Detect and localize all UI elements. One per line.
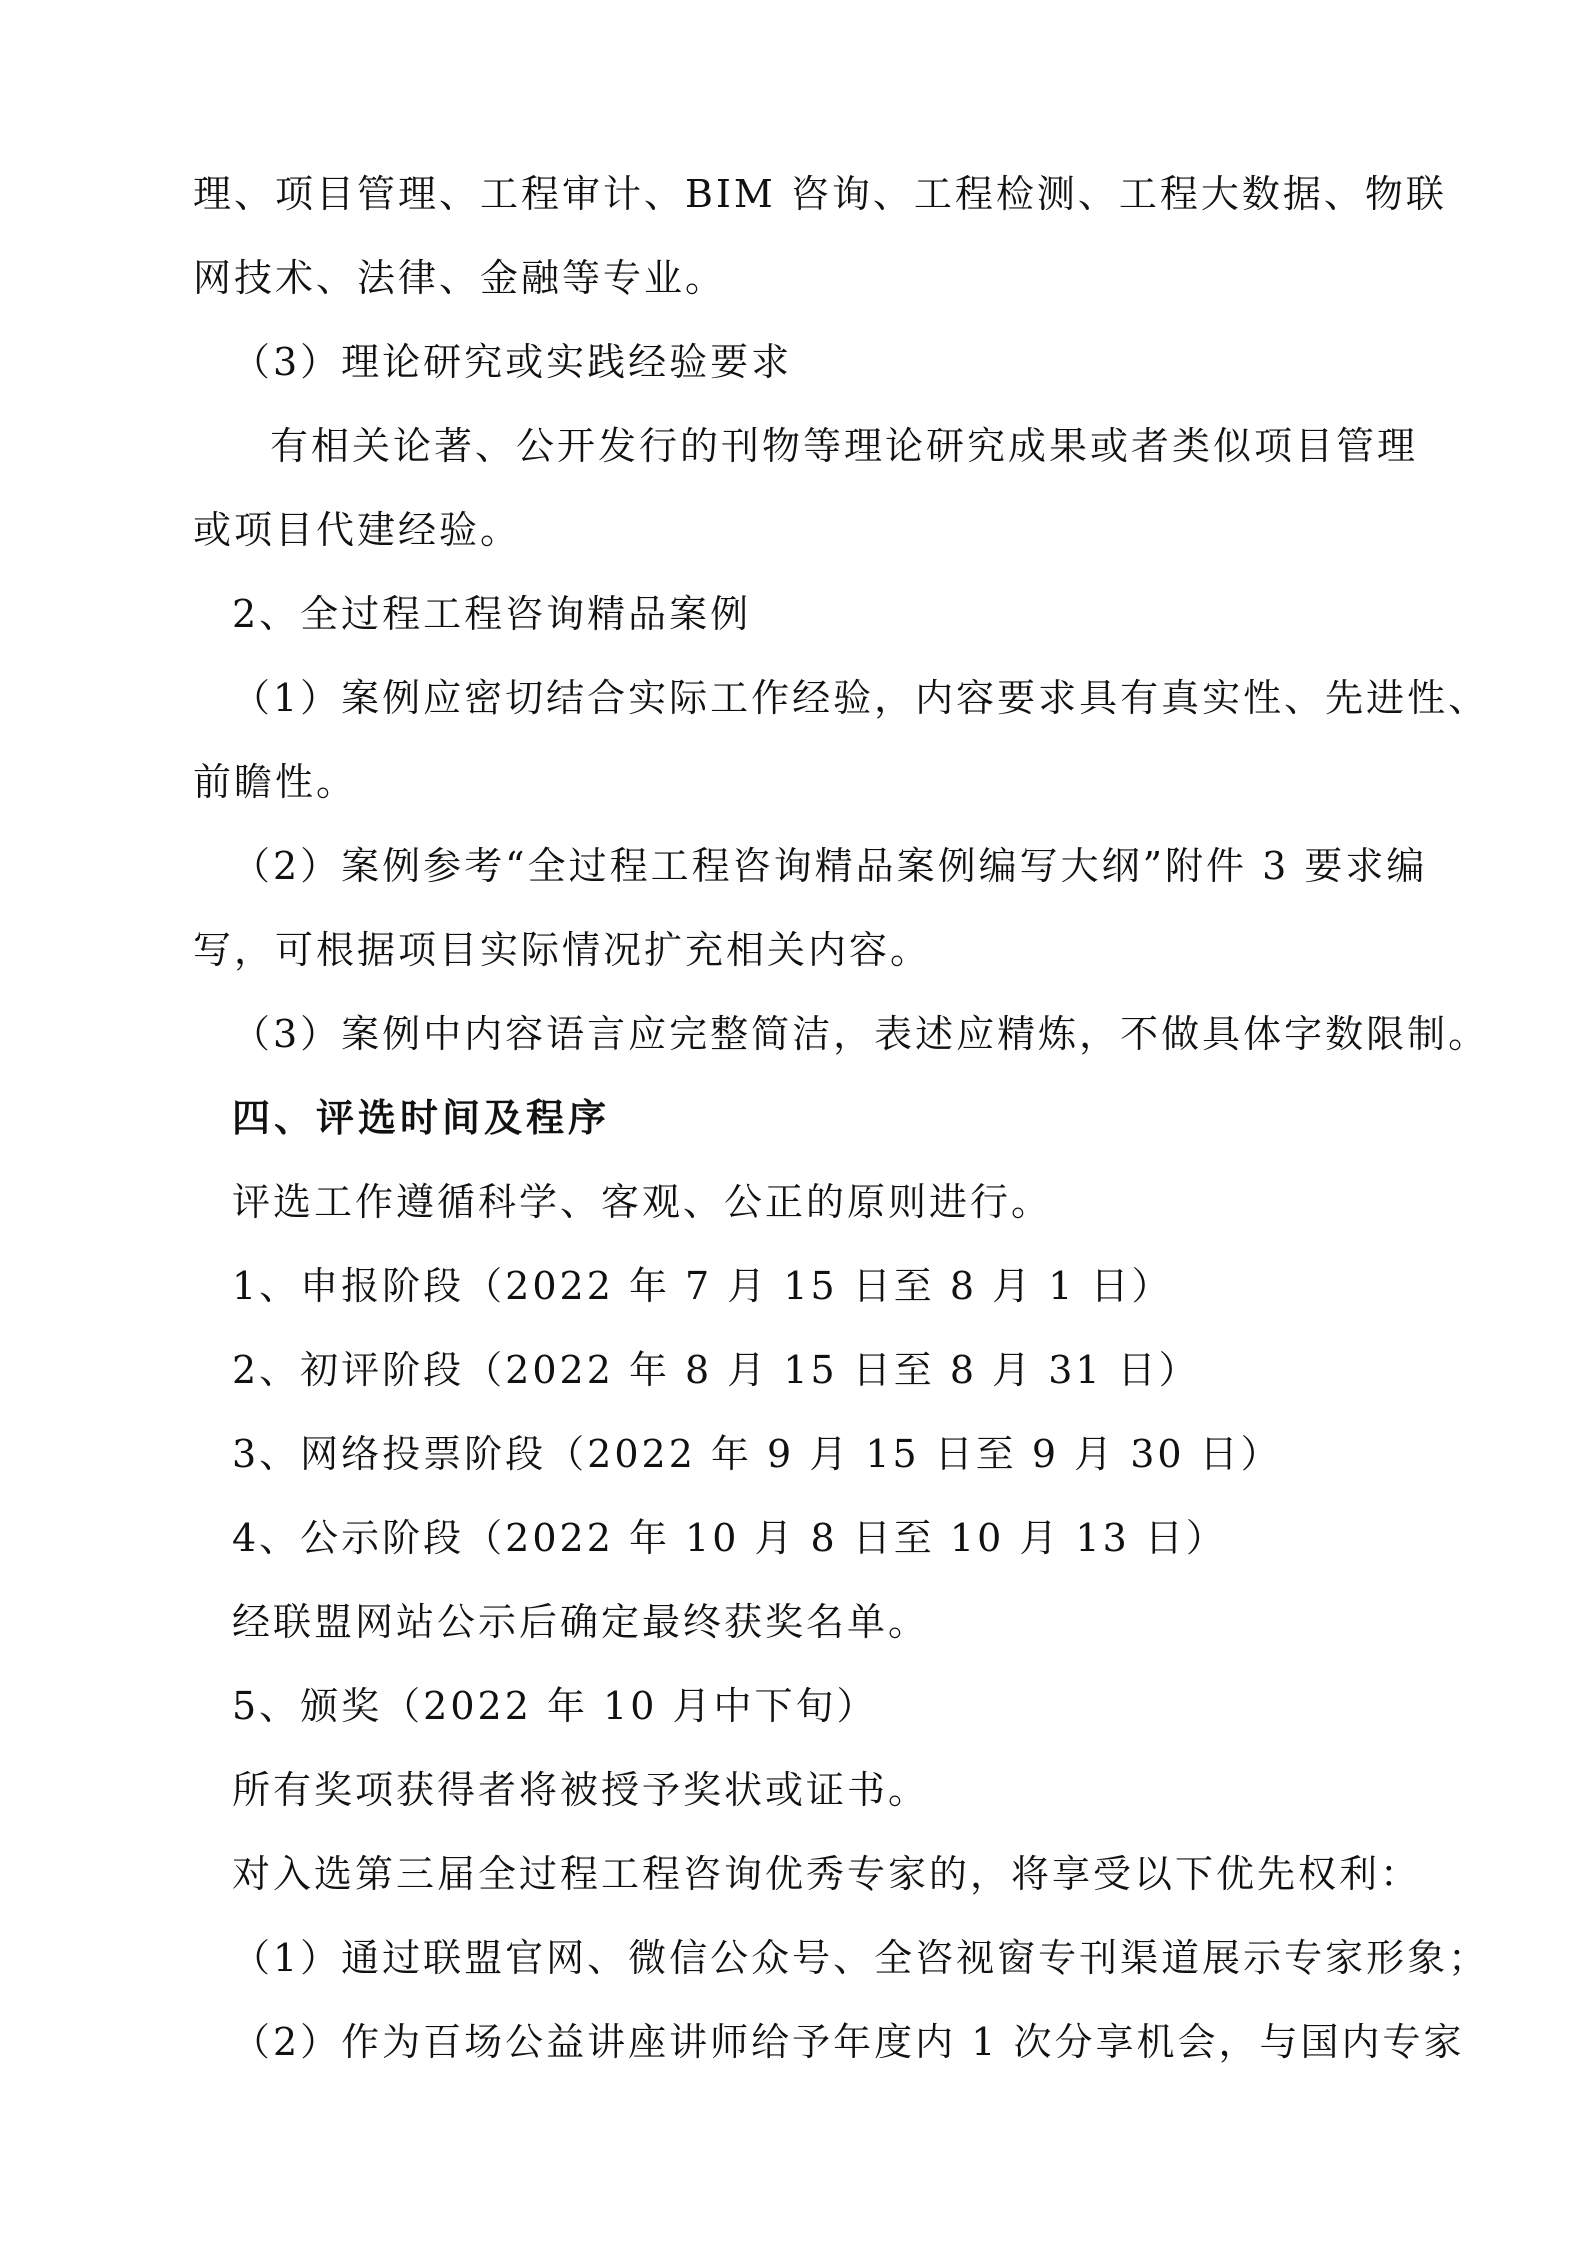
schedule-item-4: 4、公示阶段（2022 年 10 月 8 日至 10 月 13 日） [232, 1516, 1227, 1560]
schedule-item-5: 5、颁奖（2022 年 10 月中下旬） [232, 1684, 878, 1728]
paragraph-line-22: （1）通过联盟官网、微信公众号、全咨视窗专刊渠道展示专家形象； [232, 1936, 1490, 1980]
paragraph-line-18: 经联盟网站公示后确定最终获奖名单。 [232, 1600, 930, 1644]
paragraph-line-21: 对入选第三届全过程工程咨询优秀专家的，将享受以下优先权利： [232, 1852, 1422, 1896]
paragraph-line-11: （3）案例中内容语言应完整简洁，表述应精炼，不做具体字数限制。 [232, 1012, 1490, 1056]
section-heading-schedule: 四、评选时间及程序 [232, 1096, 611, 1140]
paragraph-line-8: 前瞻性。 [193, 760, 358, 804]
paragraph-line-10: 写，可根据项目实际情况扩充相关内容。 [193, 928, 932, 972]
paragraph-line-1: 理、项目管理、工程审计、BIM 咨询、工程检测、工程大数据、物联 [193, 172, 1447, 216]
paragraph-line-9: （2）案例参考“全过程工程咨询精品案例编写大纲”附件 3 要求编 [232, 844, 1428, 888]
schedule-item-3: 3、网络投票阶段（2022 年 9 月 15 日至 9 月 30 日） [232, 1432, 1282, 1476]
paragraph-line-2: 网技术、法律、金融等专业。 [193, 256, 727, 300]
subheading-case-section: 2、全过程工程咨询精品案例 [232, 592, 752, 636]
paragraph-line-13: 评选工作遵循科学、客观、公正的原则进行。 [232, 1180, 1053, 1224]
schedule-item-1: 1、申报阶段（2022 年 7 月 15 日至 8 月 1 日） [232, 1264, 1173, 1308]
paragraph-line-20: 所有奖项获得者将被授予奖状或证书。 [232, 1768, 930, 1812]
paragraph-line-23: （2）作为百场公益讲座讲师给予年度内 1 次分享机会，与国内专家 [232, 2020, 1465, 2064]
paragraph-line-4: 有相关论著、公开发行的刊物等理论研究成果或者类似项目管理 [270, 424, 1419, 468]
paragraph-line-5: 或项目代建经验。 [193, 508, 522, 552]
paragraph-line-7: （1）案例应密切结合实际工作经验，内容要求具有真实性、先进性、 [232, 676, 1490, 720]
schedule-item-2: 2、初评阶段（2022 年 8 月 15 日至 8 月 31 日） [232, 1348, 1200, 1392]
subheading-research-requirement: （3）理论研究或实践经验要求 [232, 340, 793, 384]
